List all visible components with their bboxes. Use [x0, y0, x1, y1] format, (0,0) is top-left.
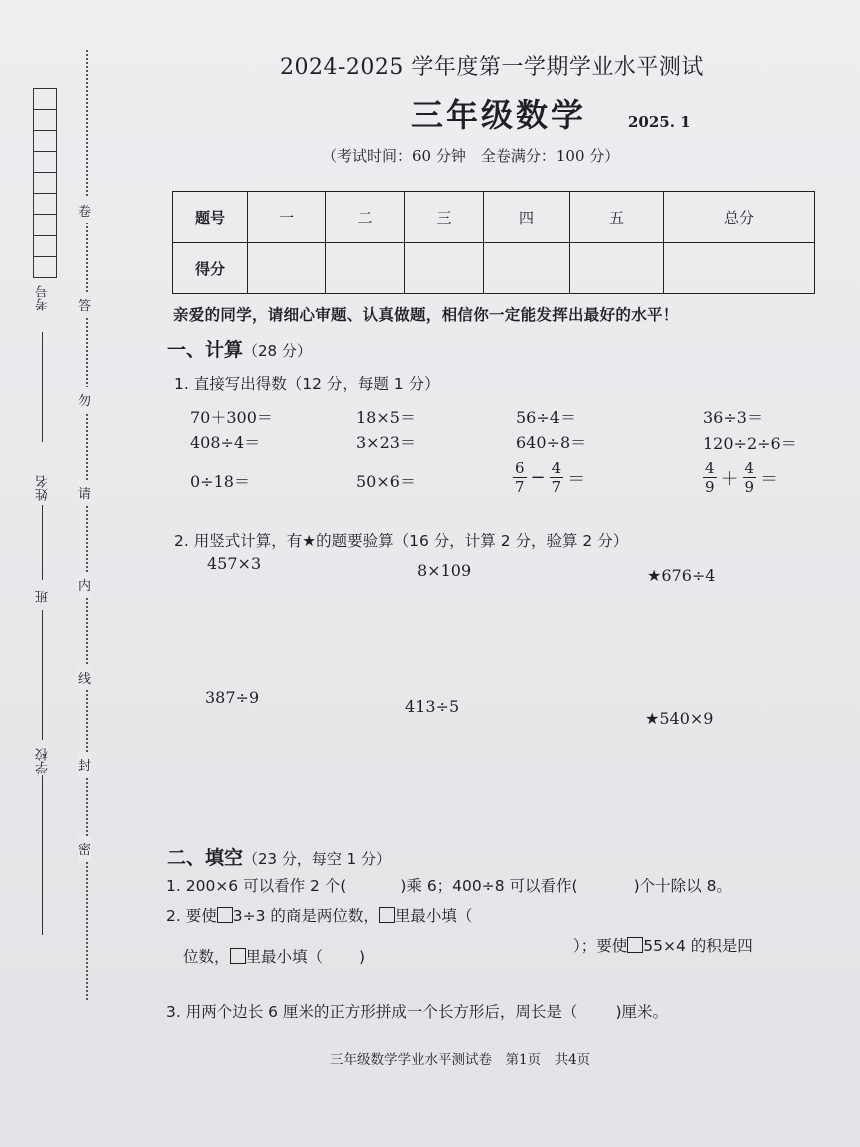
fill-q1: 1. 200×6 可以看作 2 个( )乘 6；400÷8 可以看作( )个十除以 8。 — [166, 877, 732, 895]
exam-info: （考试时间：60 分钟 全卷满分：100 分） — [322, 147, 620, 165]
square-box — [217, 907, 233, 923]
section-2-heading — [167, 843, 391, 870]
fraction: $\frac{6}{7}$ — [515, 459, 525, 496]
header-cell: 一 — [248, 192, 326, 243]
score-cell[interactable] — [484, 243, 570, 294]
exam-number-boxes — [33, 88, 57, 278]
square-box — [230, 948, 246, 964]
fraction-subtraction: $\frac{6}{7}$ − $\frac{4}{7}$ ＝ — [515, 459, 586, 496]
square-box — [627, 937, 643, 953]
section-2-points: （23 分，每空 1 分） — [243, 850, 391, 868]
oral-calc: 36÷3＝ — [703, 408, 763, 427]
encouragement: 亲爱的同学，请细心审题、认真做题，相信你一定能发挥出最好的水平！ — [173, 306, 679, 324]
header-cell: 四 — [484, 192, 570, 243]
score-cell[interactable] — [326, 243, 405, 294]
exam-title: 2024-2025 学年度第一学期学业水平测试 — [280, 55, 704, 80]
seal-char: 答 — [78, 292, 91, 317]
oral-calc: 0÷18＝ — [190, 472, 250, 491]
section-1-heading — [167, 335, 312, 362]
subject-title: 三年级数学 — [411, 96, 587, 134]
score-cell[interactable] — [248, 243, 326, 294]
section-1-points: （28 分） — [243, 342, 312, 360]
vertical-calc: 8×109 — [417, 561, 472, 580]
fraction: $\frac{4}{9}$ — [744, 459, 755, 496]
vertical-calc: 413÷5 — [405, 697, 460, 716]
section-1-title: 一、计算 — [167, 339, 244, 361]
score-row-label: 得分 — [173, 243, 248, 294]
fill-q3: 3. 用两个边长 6 厘米的正方形拼成一个长方形后，周长是（ )厘米。 — [166, 1003, 668, 1021]
vertical-calc: ★676÷4 — [647, 566, 716, 585]
square-box — [379, 907, 395, 923]
fraction: $\frac{4}{9}$ — [705, 459, 715, 496]
header-cell: 三 — [405, 192, 484, 243]
fill-q2: 2. 要使 3÷3 的商是两位数， 里最小填（ — [166, 907, 473, 925]
q2-prompt: 2. 用竖式计算，有★的题要验算（16 分，计算 2 分，验算 2 分） — [174, 532, 629, 550]
fraction: $\frac{4}{7}$ — [551, 459, 562, 496]
oral-calc: 408÷4＝ — [190, 433, 261, 452]
header-cell: 总分 — [664, 192, 815, 243]
page-footer: 三年级数学学业水平测试卷 第1页 共4页 — [330, 1052, 591, 1068]
score-table — [172, 191, 815, 294]
seal-char: 内 — [78, 572, 91, 597]
oral-calc: 3×23＝ — [356, 433, 416, 452]
fraction-addition: $\frac{4}{9}$ ＋ $\frac{4}{9}$ ＝ — [705, 459, 779, 496]
score-cell[interactable] — [405, 243, 484, 294]
seal-char: 卷 — [78, 198, 91, 223]
seal-char: 请 — [78, 480, 91, 505]
seal-char: 勿 — [78, 387, 91, 412]
name-label: 姓名 — [36, 475, 51, 501]
fill-q2-cont: ）；要使 55×4 的积是四 — [573, 937, 753, 955]
oral-calc: 56÷4＝ — [516, 408, 576, 427]
oral-calc: 120÷2÷6＝ — [703, 434, 797, 453]
oral-calc: 50×6＝ — [356, 472, 416, 491]
score-cell[interactable] — [570, 243, 664, 294]
vertical-calc: ★540×9 — [645, 709, 714, 728]
exam-number-label: 考号 — [36, 285, 51, 311]
seal-char: 密 — [78, 836, 91, 861]
school-label: 学校 — [36, 748, 51, 774]
class-label: 班 — [36, 590, 51, 603]
vertical-calc: 387÷9 — [205, 688, 260, 707]
seal-char: 线 — [78, 665, 91, 690]
q1-prompt: 1. 直接写出得数（12 分，每题 1 分） — [174, 375, 440, 393]
exam-date: 2025. 1 — [628, 113, 691, 131]
header-cell: 五 — [570, 192, 664, 243]
score-cell[interactable] — [664, 243, 815, 294]
fill-q2-line2: 位数， 里最小填（ ) — [183, 948, 366, 966]
header-cell: 二 — [326, 192, 405, 243]
oral-calc: 640÷8＝ — [516, 433, 587, 452]
oral-calc: 70＋300＝ — [190, 408, 273, 427]
seal-char: 封 — [78, 752, 91, 777]
section-2-title: 二、填空 — [167, 847, 244, 869]
oral-calc: 18×5＝ — [356, 408, 416, 427]
vertical-calc: 457×3 — [207, 554, 262, 573]
header-cell: 题号 — [173, 192, 248, 243]
